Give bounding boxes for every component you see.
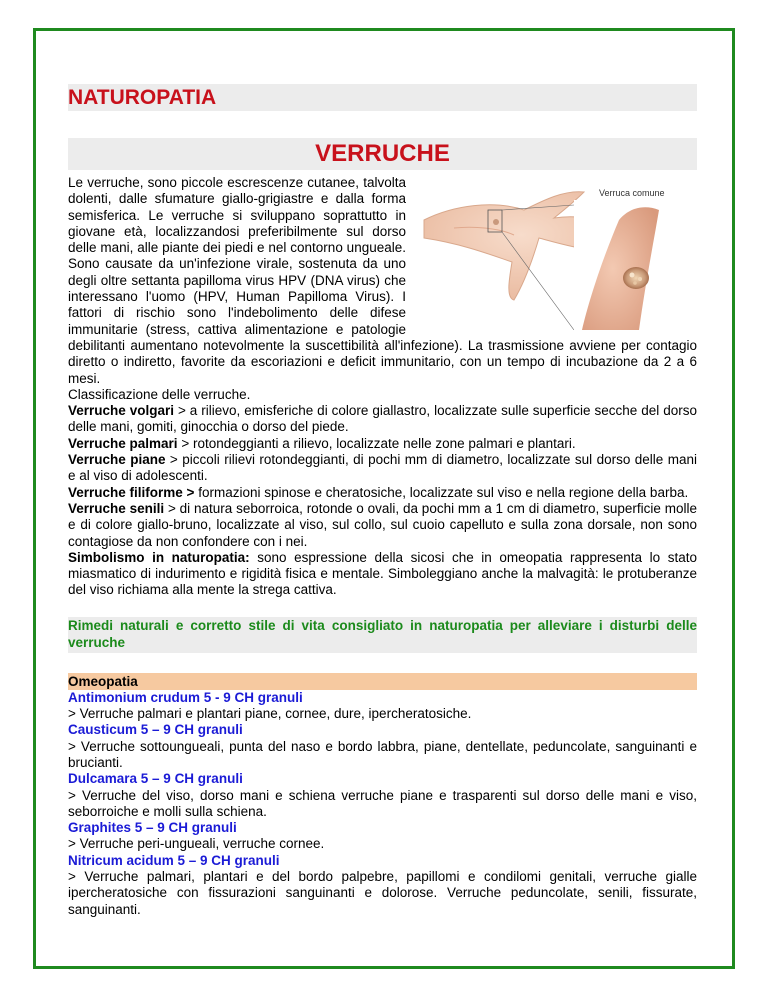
remedy-description: > Verruche palmari e plantari piane, cornee, dure, ipercheratosiche.: [68, 706, 472, 722]
hand-wart-image: [414, 180, 697, 330]
symbolism-text: sono espressione della sicosi che in omeopatia rappresenta lo stato miasmatico di indurimento e rigidità fisica e mentale. Simboleggiano anche la malvagità: le protuberanze del viso richiama alla mente la strega cattiva.: [68, 549, 698, 598]
classification-text: > piccoli rilievi rotondeggianti, di pochi mm di diametro, localizzate sul dorso delle mani e al viso di adolescenti.: [68, 452, 697, 484]
classification-text: formazioni spinose e cheratosiche, localizzate sul viso e nella regione della barba.: [194, 484, 689, 500]
remedy-description: > Verruche peri-ungueali, verruche cornee.: [68, 836, 325, 852]
classification-text: > di natura seborroica, rotonde o ovali, da pochi mm a 1 cm di diametro, superficie molle e di colore giallo-bruno, localizzate al viso, sul collo, sul cuoio capelluto e sulla zona dorsale, non sono contagiose da non confondere con i nei.: [68, 500, 697, 549]
remedy-name: Antimonium crudum 5 - 9 CH granuli: [68, 689, 303, 705]
classification-text: > rotondeggianti a rilievo, localizzate nelle zone palmari e plantari.: [177, 435, 576, 451]
intro-paragraph: Le verruche, sono piccole escrescenze cutanee, talvolta dolenti, dalle sfumature giallo-grigiastre e dalla forma semisferica. Le verruche si sviluppano soprattutto in giovane età, localizzandosi preferibilmente sul dorso delle mani, alle piante dei piedi e nel contorno ungueale. Sono causate da un'infezione virale, sostenuta da uno degli oltre settanta papilloma virus HPV (DNA virus) che interessano l'uomo (HPV, Human Papilloma Virus). I fattori di rischio sono l'indebolimento delle difese immunitarie (stress, cattiva alimentazione e patologie debilitanti aumentano notevolmente la suscettibilità all'infezione). La trasmissione avviene per contagio diretto o indiretto, favorite da escoriazioni e deficit immunitario, con un tempo di incubazione da 2 a 6 mesi.: [68, 175, 697, 386]
remedy-name: Causticum 5 – 9 CH granuli: [68, 722, 243, 738]
classification-item: [68, 501, 697, 550]
remedy-list: [68, 690, 697, 918]
classification-item: [68, 452, 697, 485]
symbolism-paragraph: [68, 550, 697, 599]
classification-intro: Classificazione delle verruche.: [68, 386, 251, 402]
remedy-description: > Verruche sottoungueali, punta del naso e bordo labbra, piane, dentellate, peduncolate, sanguinanti e brucianti.: [68, 738, 697, 770]
page-title: NATUROPATIA: [68, 84, 697, 111]
classification-name: Verruche senili: [68, 500, 165, 516]
remedies-heading: Rimedi naturali e corretto stile di vita consigliato in naturopatia per alleviare i disturbi delle verruche: [68, 617, 697, 653]
classification-name: Verruche volgari: [68, 403, 174, 419]
document-content: [68, 84, 697, 918]
classification-item: [68, 436, 697, 452]
remedy-description: > Verruche del viso, dorso mani e schiena verruche piane e trasparenti sul dorso delle mani e viso, seborroiche e molli sulla schiena.: [68, 787, 697, 819]
remedy-name: Dulcamara 5 – 9 CH granuli: [68, 771, 243, 787]
image-caption: Verruca comune: [599, 188, 665, 198]
classification-item: [68, 485, 697, 501]
classification-item: [68, 403, 697, 436]
classification-name: Verruche filiforme >: [68, 484, 195, 500]
remedy-name: Graphites 5 – 9 CH granuli: [68, 820, 237, 836]
omeopatia-heading: Omeopatia: [68, 673, 697, 690]
remedy-description: > Verruche palmari, plantari e del bordo palpebre, papillomi e condilomi genitali, verruche gialle ipercheratosiche con fissurazioni sanguinanti e dolorose. Verruche peduncolate, senili, fissurate, sanguinanti.: [68, 868, 697, 917]
section-title: VERRUCHE: [68, 138, 697, 170]
remedy-name: Nitricum acidum 5 – 9 CH granuli: [68, 852, 280, 868]
classification-text: > a rilievo, emisferiche di colore giallastro, localizzate sulle superficie secche del dorso delle mani, gomiti, ginocchia o dorso del piede.: [68, 403, 697, 435]
classification-name: Verruche piane: [68, 452, 166, 468]
intro-section: [68, 175, 697, 599]
classification-name: Verruche palmari: [68, 435, 178, 451]
symbolism-label: Simbolismo in naturopatia:: [68, 549, 250, 565]
wart-illustration: [414, 180, 697, 330]
